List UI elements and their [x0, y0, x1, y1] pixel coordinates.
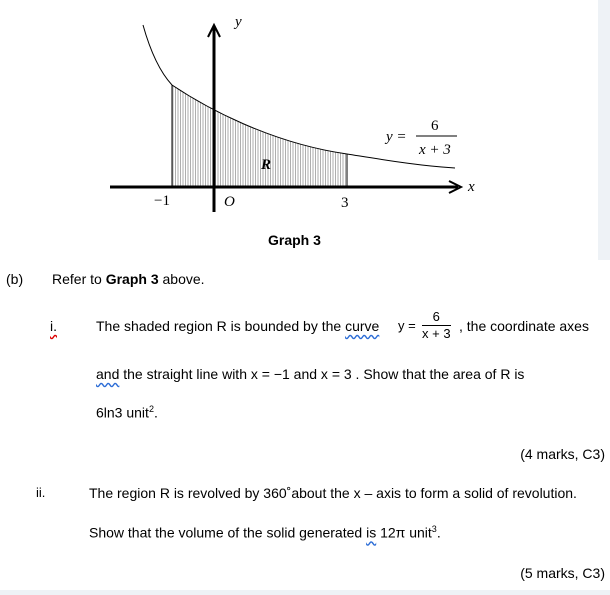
- q2-is-word: is: [366, 524, 377, 541]
- question-i-line2: [96, 367, 524, 381]
- q1-line2-text: the straight line with x = −1 and x = 3 . Show that the area of R is: [119, 366, 525, 382]
- curve-equation-denominator: x + 3: [419, 142, 451, 158]
- graph-caption: Graph 3: [268, 232, 321, 248]
- question-ii-marks: (5 marks, C3): [520, 565, 605, 581]
- q1-area-period: .: [153, 404, 158, 421]
- q1-line1-text: The shaded region R is bounded by the: [96, 318, 346, 334]
- tick-label-three: 3: [341, 195, 349, 211]
- q2-volume-answer: 12π unit: [376, 524, 432, 541]
- q2-volume-exponent: 3: [431, 524, 437, 534]
- q2-line2-text: Show that the volume of the solid generated: [89, 524, 367, 541]
- q1-curve-word: curve: [345, 318, 380, 334]
- intro-prefix: Refer to: [52, 271, 106, 287]
- region-label-r: R: [261, 157, 272, 173]
- q2-volume-period: .: [436, 524, 441, 541]
- q1-fraction-denominator: x + 3: [422, 326, 451, 341]
- q1-area-answer: 6ln3 unit: [96, 404, 149, 421]
- q1-fraction-numerator: 6: [422, 309, 451, 326]
- curve-equation-lhs: y =: [386, 129, 407, 145]
- question-i-line1: [96, 319, 379, 333]
- intro-suffix: above.: [158, 271, 205, 287]
- part-b-intro: [52, 272, 205, 286]
- q1-area-exponent: 2: [148, 404, 154, 414]
- curve-equation-numerator: 6: [431, 118, 439, 134]
- q1-equation-fraction: [422, 309, 451, 342]
- tick-label-minus-one: −1: [154, 193, 170, 209]
- question-ii-line1: The region R is revolved by 360˚about the x – axis to form a solid of revolution.: [89, 485, 577, 501]
- question-i-line3: [96, 405, 158, 420]
- graph-3-figure: [0, 0, 610, 230]
- part-b-label: (b): [6, 271, 24, 287]
- y-axis-label: y: [235, 14, 242, 30]
- bottom-margin-strip: [0, 590, 610, 595]
- question-i-number: i.: [50, 318, 57, 334]
- q1-line1-end: , the coordinate axes: [459, 318, 589, 334]
- question-ii-line2: [89, 525, 441, 540]
- question-ii-number: ii.: [36, 485, 46, 500]
- intro-graph-ref: Graph 3: [105, 271, 159, 287]
- q1-equation-lhs: y =: [398, 318, 416, 333]
- origin-label: O: [224, 194, 235, 210]
- q1-and-word: and: [96, 366, 120, 382]
- x-axis-label: x: [468, 179, 475, 195]
- shaded-region-r: [172, 85, 347, 187]
- question-i-marks: (4 marks, C3): [520, 446, 605, 462]
